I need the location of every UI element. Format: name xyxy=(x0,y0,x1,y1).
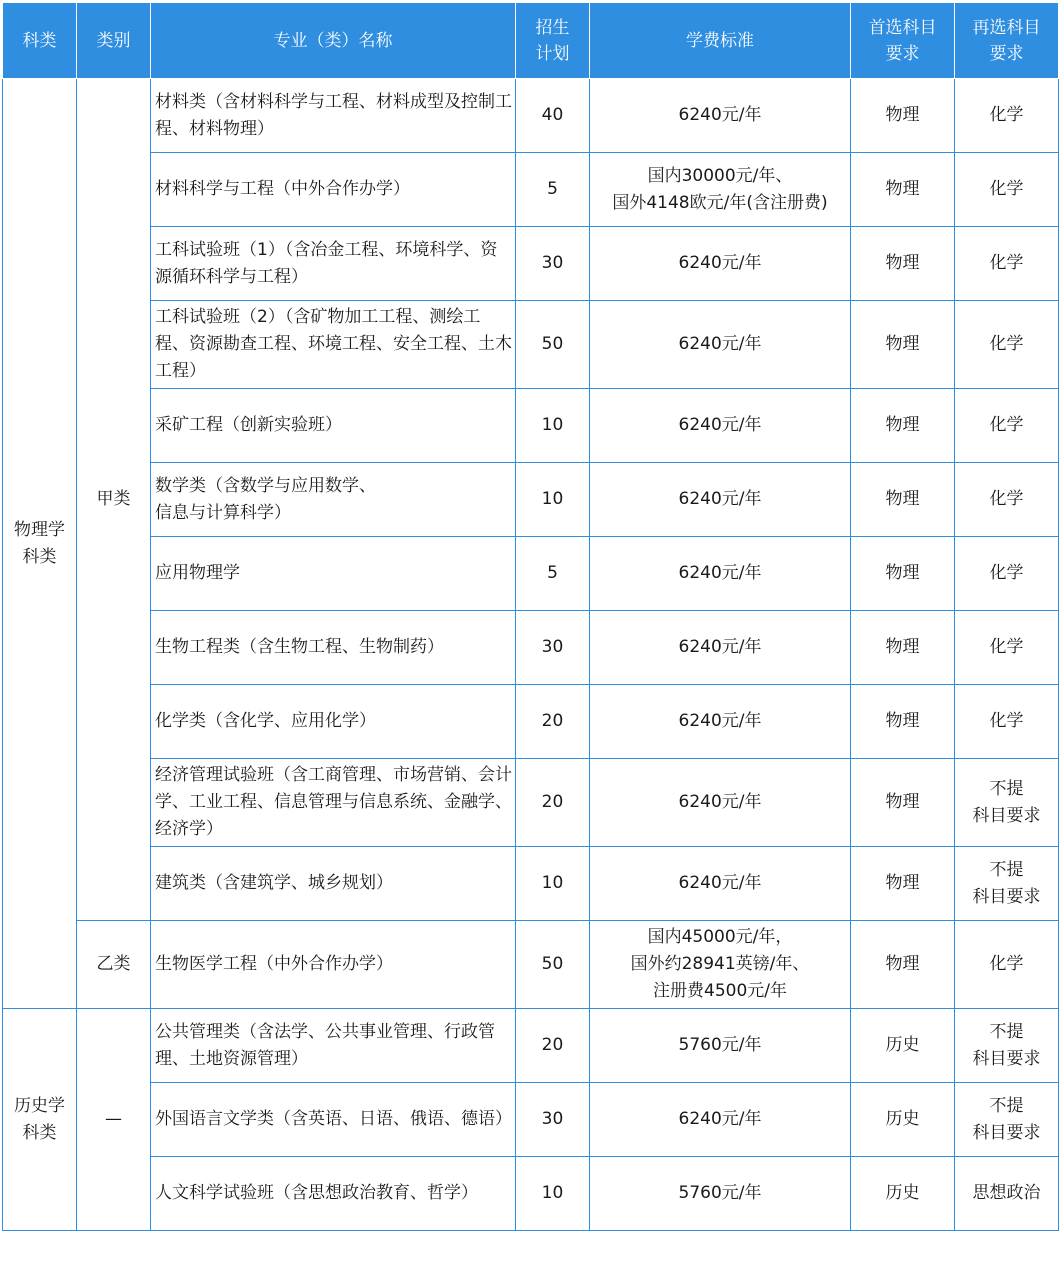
major-name: 外国语言文学类（含英语、日语、俄语、德语） xyxy=(151,1083,516,1157)
tuition: 6240元/年 xyxy=(590,301,851,389)
second-subject: 化学 xyxy=(955,463,1059,537)
major-name: 经济管理试验班（含工商管理、市场营销、会计学、工业工程、信息管理与信息系统、金融学、经济学） xyxy=(151,759,516,847)
first-subject: 物理 xyxy=(851,79,955,153)
table-row xyxy=(3,1157,1059,1231)
first-subject: 物理 xyxy=(851,389,955,463)
table-row xyxy=(3,611,1059,685)
tuition: 国内45000元/年， 国外约28941英镑/年、 注册费4500元/年 xyxy=(590,921,851,1009)
first-subject: 历史 xyxy=(851,1083,955,1157)
header-second-subject: 再选科目 要求 xyxy=(955,3,1059,79)
first-subject: 物理 xyxy=(851,759,955,847)
major-name: 公共管理类（含法学、公共事业管理、行政管理、土地资源管理） xyxy=(151,1009,516,1083)
plan-count: 30 xyxy=(516,227,590,301)
first-subject: 物理 xyxy=(851,463,955,537)
header-first-subject: 首选科目 要求 xyxy=(851,3,955,79)
tuition: 6240元/年 xyxy=(590,685,851,759)
major-name: 生物医学工程（中外合作办学） xyxy=(151,921,516,1009)
first-subject: 物理 xyxy=(851,685,955,759)
major-name: 工科试验班（1）（含冶金工程、环境科学、资源循环科学与工程） xyxy=(151,227,516,301)
plan-count: 20 xyxy=(516,759,590,847)
table-row xyxy=(3,685,1059,759)
tuition: 6240元/年 xyxy=(590,611,851,685)
plan-count: 50 xyxy=(516,921,590,1009)
plan-count: 40 xyxy=(516,79,590,153)
table-row xyxy=(3,463,1059,537)
second-subject: 不提 科目要求 xyxy=(955,1083,1059,1157)
table-row xyxy=(3,759,1059,847)
major-name: 应用物理学 xyxy=(151,537,516,611)
tuition: 6240元/年 xyxy=(590,389,851,463)
second-subject: 化学 xyxy=(955,301,1059,389)
category-none: — xyxy=(77,1009,151,1231)
tuition: 5760元/年 xyxy=(590,1009,851,1083)
second-subject: 化学 xyxy=(955,685,1059,759)
category-b: 乙类 xyxy=(77,921,151,1009)
second-subject: 化学 xyxy=(955,227,1059,301)
major-name: 数学类（含数学与应用数学、 信息与计算科学） xyxy=(151,463,516,537)
admissions-table xyxy=(2,2,1059,1231)
table-row xyxy=(3,1083,1059,1157)
tuition: 5760元/年 xyxy=(590,1157,851,1231)
first-subject: 物理 xyxy=(851,153,955,227)
category-a: 甲类 xyxy=(77,79,151,921)
second-subject: 不提 科目要求 xyxy=(955,759,1059,847)
plan-count: 10 xyxy=(516,389,590,463)
plan-count: 50 xyxy=(516,301,590,389)
first-subject: 物理 xyxy=(851,301,955,389)
first-subject: 物理 xyxy=(851,847,955,921)
second-subject: 不提 科目要求 xyxy=(955,847,1059,921)
tuition: 6240元/年 xyxy=(590,463,851,537)
table-row xyxy=(3,1009,1059,1083)
header-tuition: 学费标准 xyxy=(590,3,851,79)
second-subject: 不提 科目要求 xyxy=(955,1009,1059,1083)
first-subject: 物理 xyxy=(851,537,955,611)
plan-count: 10 xyxy=(516,463,590,537)
tuition: 6240元/年 xyxy=(590,537,851,611)
plan-count: 30 xyxy=(516,611,590,685)
major-name: 工科试验班（2）（含矿物加工工程、测绘工程、资源勘查工程、环境工程、安全工程、土木工程） xyxy=(151,301,516,389)
plan-count: 5 xyxy=(516,537,590,611)
table-row xyxy=(3,301,1059,389)
first-subject: 历史 xyxy=(851,1157,955,1231)
header-row xyxy=(3,3,1059,79)
second-subject: 化学 xyxy=(955,389,1059,463)
plan-count: 20 xyxy=(516,1009,590,1083)
second-subject: 化学 xyxy=(955,537,1059,611)
major-name: 人文科学试验班（含思想政治教育、哲学） xyxy=(151,1157,516,1231)
major-name: 材料类（含材料科学与工程、材料成型及控制工程、材料物理） xyxy=(151,79,516,153)
first-subject: 物理 xyxy=(851,227,955,301)
tuition: 6240元/年 xyxy=(590,847,851,921)
tuition: 国内30000元/年、 国外4148欧元/年(含注册费) xyxy=(590,153,851,227)
second-subject: 思想政治 xyxy=(955,1157,1059,1231)
first-subject: 物理 xyxy=(851,611,955,685)
table-row xyxy=(3,153,1059,227)
first-subject: 物理 xyxy=(851,921,955,1009)
header-plan: 招生 计划 xyxy=(516,3,590,79)
second-subject: 化学 xyxy=(955,611,1059,685)
major-name: 采矿工程（创新实验班） xyxy=(151,389,516,463)
table-row xyxy=(3,79,1059,153)
plan-count: 5 xyxy=(516,153,590,227)
table-row xyxy=(3,389,1059,463)
tuition: 6240元/年 xyxy=(590,227,851,301)
tuition: 6240元/年 xyxy=(590,79,851,153)
major-name: 化学类（含化学、应用化学） xyxy=(151,685,516,759)
major-name: 建筑类（含建筑学、城乡规划） xyxy=(151,847,516,921)
table-row xyxy=(3,847,1059,921)
subject-class-history: 历史学 科类 xyxy=(3,1009,77,1231)
major-name: 材料科学与工程（中外合作办学） xyxy=(151,153,516,227)
table-row xyxy=(3,227,1059,301)
table-row xyxy=(3,537,1059,611)
plan-count: 30 xyxy=(516,1083,590,1157)
tuition: 6240元/年 xyxy=(590,759,851,847)
plan-count: 10 xyxy=(516,1157,590,1231)
header-major: 专业（类）名称 xyxy=(151,3,516,79)
second-subject: 化学 xyxy=(955,79,1059,153)
plan-count: 20 xyxy=(516,685,590,759)
header-category: 类别 xyxy=(77,3,151,79)
plan-count: 10 xyxy=(516,847,590,921)
tuition: 6240元/年 xyxy=(590,1083,851,1157)
table-row xyxy=(3,921,1059,1009)
second-subject: 化学 xyxy=(955,921,1059,1009)
first-subject: 历史 xyxy=(851,1009,955,1083)
major-name: 生物工程类（含生物工程、生物制药） xyxy=(151,611,516,685)
subject-class-physics: 物理学 科类 xyxy=(3,79,77,1009)
header-subject-class: 科类 xyxy=(3,3,77,79)
second-subject: 化学 xyxy=(955,153,1059,227)
